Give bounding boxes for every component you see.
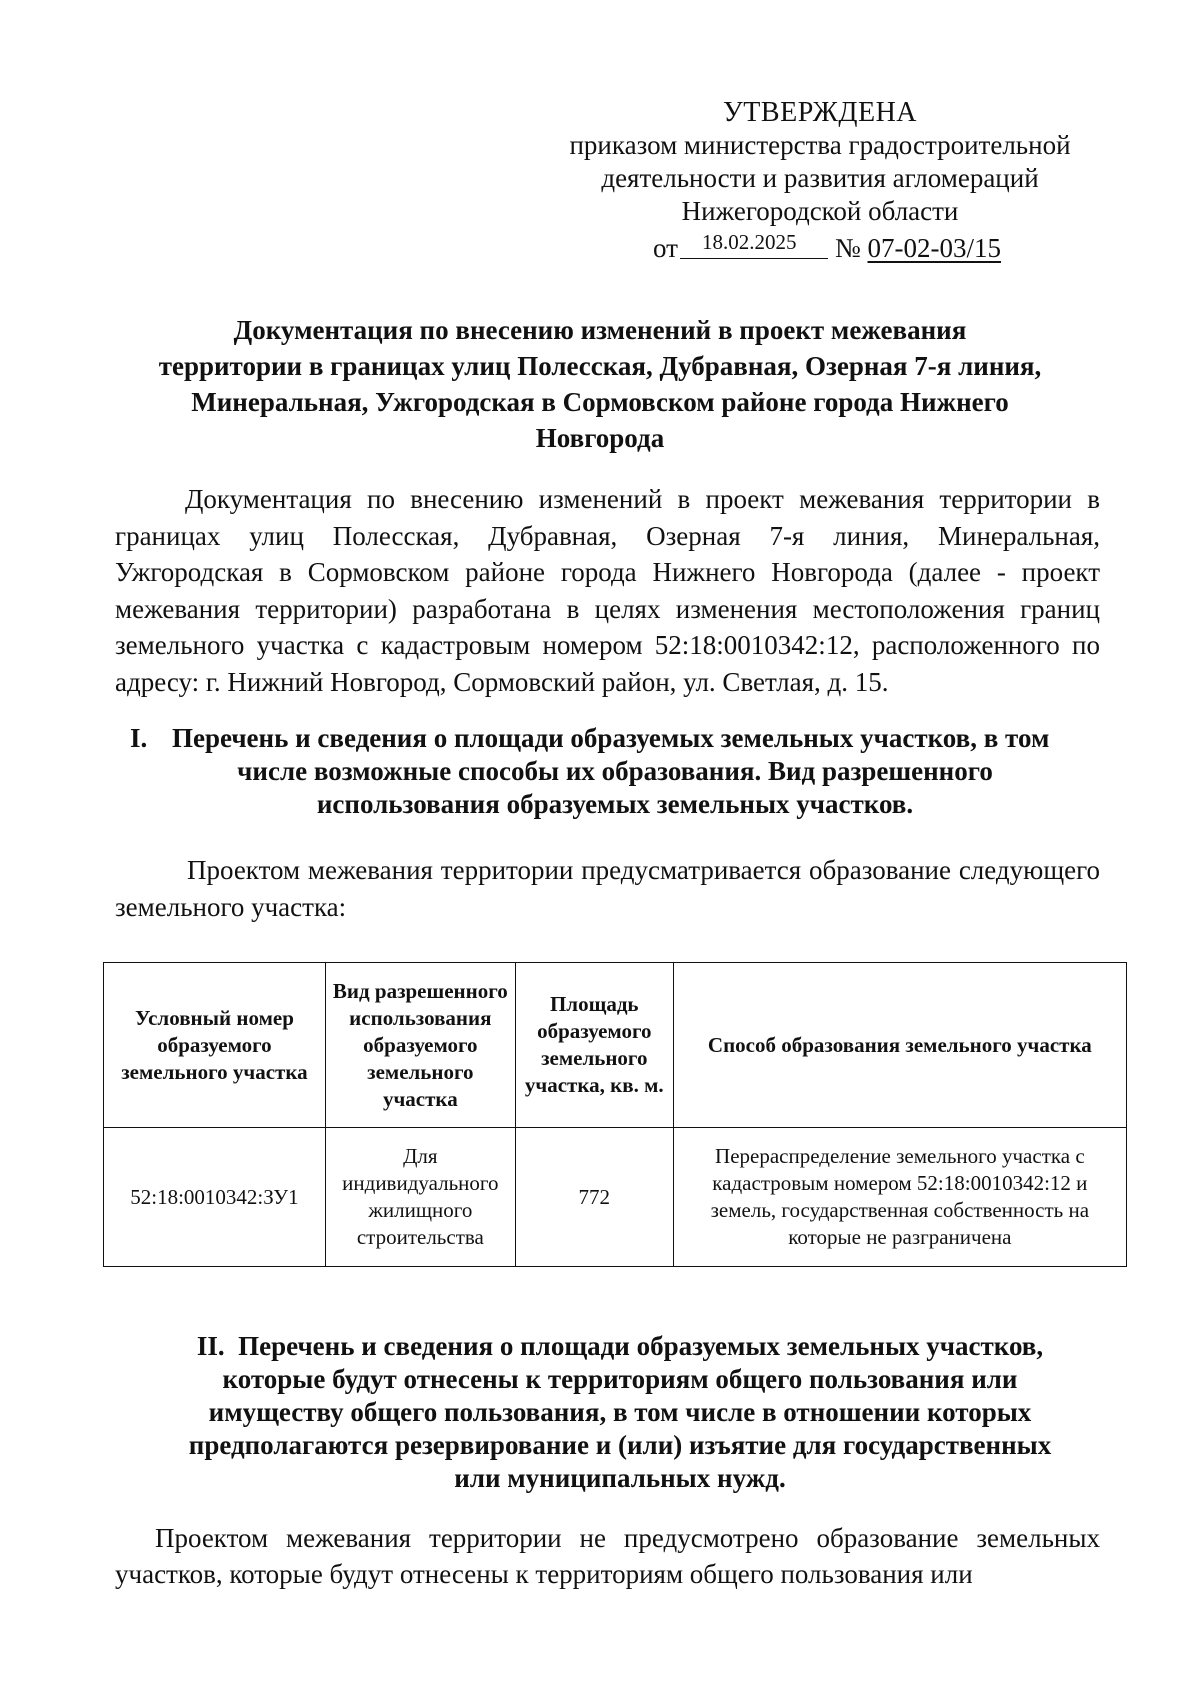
section-number: I.: [130, 723, 148, 753]
approval-line: приказом министерства градостроительной: [569, 130, 1071, 160]
section-line-text: Перечень и сведения о площади образуемых земельных участков,: [238, 1331, 1044, 1361]
section-1-paragraph: Проектом межевания территории предусматривается образование следующего земельного участка:: [115, 855, 1100, 922]
section-line: использования образуемых земельных участков.: [316, 789, 914, 819]
section-number: II.: [196, 1331, 225, 1361]
order-number: [835, 232, 1001, 265]
title-line: Новгорода: [535, 423, 665, 453]
document-title: [110, 312, 1090, 456]
title-line: Документация по внесению изменений в проект межевания: [233, 315, 967, 345]
approval-line: Нижегородской области: [681, 196, 959, 226]
approval-heading: УТВЕРЖДЕНА: [722, 97, 918, 128]
section-line: числе возможные способы их образования. Вид разрешенного: [237, 756, 993, 786]
table-header-cell: Способ образования земельного участка: [673, 963, 1126, 1128]
table-header-cell: Площадь образуемого земельного участка, кв. м.: [515, 963, 673, 1128]
table-header-row: [104, 963, 1127, 1128]
section-2-paragraph: Проектом межевания территории не предусмотрено образование земельных участков, которые будут отнесены к территориям общего пользования или: [115, 1523, 1100, 1589]
approval-line: деятельности и развития агломераций: [601, 163, 1039, 193]
approval-stamp: [560, 96, 1080, 268]
section-1-heading: [130, 722, 1100, 821]
section-line: или муниципальных нужд.: [454, 1463, 786, 1493]
approval-date: 18.02.2025: [702, 230, 797, 254]
section-line: [155, 1330, 1085, 1363]
section-line: которые будут отнесены к территориям общего пользования или: [222, 1364, 1018, 1394]
permitted-use-cell: Для индивидуального жилищного строительства: [325, 1128, 515, 1267]
table-header-cell: Условный номер образуемого земельного участка: [104, 963, 326, 1128]
section-2-heading: [155, 1330, 1085, 1495]
title-line: территории в границах улиц Полесская, Дубравная, Озерная 7-я линия,: [158, 351, 1042, 381]
approval-date-line: [560, 228, 1080, 268]
table-row: [104, 1128, 1127, 1267]
table-header-cell: Вид разрешенного использования образуемого земельного участка: [325, 963, 515, 1128]
section-line: предполагаются резервирование и (или) изъятие для государственных: [188, 1430, 1052, 1460]
plot-number-cell: 52:18:0010342:ЗУ1: [104, 1128, 326, 1267]
intro-paragraph: Документация по внесению изменений в проект межевания территории в границах улиц Полесская, Дубравная, Озерная 7-я линия, Минеральная, Ужгородская в Сормовском районе города Нижнего Новгорода (далее - проект межевания территории) разработана в целях изменения местоположения границ земельного участка с кадастровым номером 52:18:0010342:12, расположенного по адресу: г. Нижний Новгород, Сормовский район, ул. Светлая, д. 15.: [115, 484, 1100, 697]
order-number-value: 07-02-03/15: [867, 233, 1001, 263]
section-line: имуществу общего пользования, в том числе в отношении которых: [208, 1397, 1032, 1427]
section-line: Перечень и сведения о площади образуемых земельных участков, в том: [172, 723, 1050, 753]
date-prefix: от: [653, 233, 678, 263]
title-line: Минеральная, Ужгородская в Сормовском районе города Нижнего: [191, 387, 1009, 417]
area-cell: 772: [515, 1128, 673, 1267]
land-plots-table: [103, 962, 1127, 1267]
formation-method-cell: Перераспределение земельного участка с кадастровым номером 52:18:0010342:12 и земель, государственная собственность на которые не разграничена: [673, 1128, 1126, 1267]
number-sign: №: [835, 233, 861, 263]
